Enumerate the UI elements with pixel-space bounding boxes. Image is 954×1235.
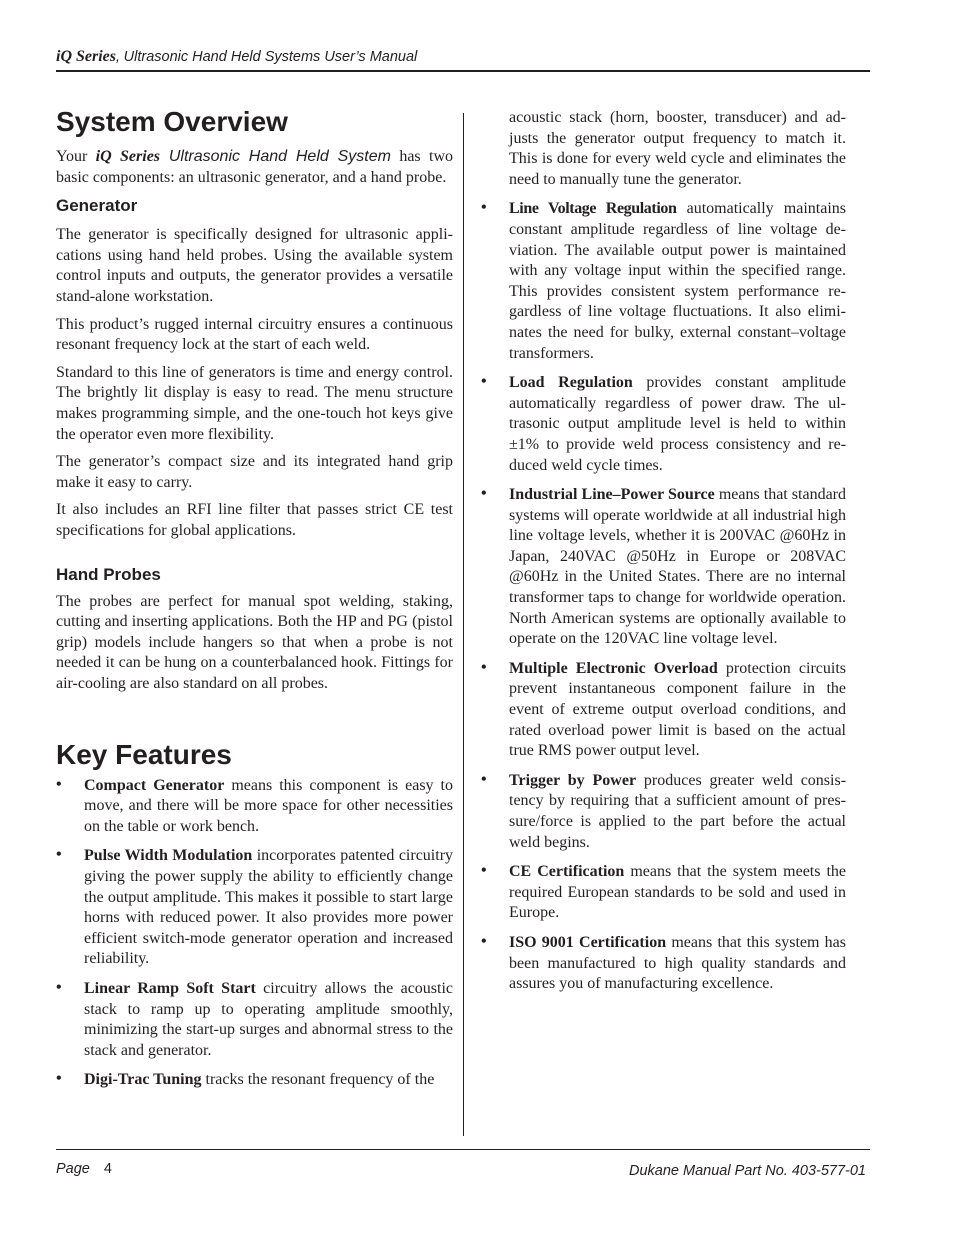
- feature-text: produces greater weld consistency by requiring that a sufficient amount of pressure/force is applied to the part before the actual weld begins.: [509, 771, 847, 851]
- intro-system: Ultrasonic Hand Held System: [168, 148, 391, 165]
- feature-digi-trac-tuning: [56, 1070, 453, 1091]
- generator-heading: Generator: [56, 196, 138, 216]
- running-header: [56, 48, 417, 66]
- feature-term: Linear Ramp Soft Start: [84, 980, 256, 997]
- system-overview-heading: System Overview: [56, 106, 288, 137]
- feature-term: Line Voltage Regulation: [509, 200, 677, 218]
- feature-text: incorporates patented circuitry giving the power supply the ability to efficiently change the output amplitude. This makes it possible to start large horns with reduced power. It also provides more power efficient switch-mode generator operation and increased reliability.: [84, 847, 454, 968]
- feature-term: CE Certification: [509, 863, 625, 881]
- generator-paragraph-2: This product’s rugged internal circuitry ensures a continuous resonant frequency lock at the start of each weld.: [56, 315, 453, 354]
- feature-ce-certification: [481, 862, 846, 924]
- feature-term: Trigger by Power: [509, 771, 637, 789]
- hand-probes-heading: Hand Probes: [56, 564, 161, 584]
- bullet-icon: •: [481, 658, 487, 676]
- feature-term: Multiple Electronic Overload: [509, 659, 718, 677]
- hand-probes-paragraph: The probes are perfect for manual spot welding, staking, cutting and inserting applications. Both the HP and PG (pistol grip) models include hangers so that when a probe is not needed it can be hung on a counterbalanced hook. Fittings for air-cooling are also standard on all probes.: [56, 592, 453, 693]
- header-title: Ultrasonic Hand Held Systems User’s Manual: [123, 49, 418, 65]
- feature-text: provides constant amplitude automatically regardless of power draw. The ultrasonic output amplitude level is held to within ±1% to provide weld process consistency and reduced weld cycle times.: [509, 374, 846, 474]
- right-column: [481, 108, 846, 995]
- feature-trigger-by-power: [481, 771, 846, 853]
- feature-linear-ramp-soft-start: [56, 979, 453, 1061]
- feature-term: Load Regulation: [509, 374, 633, 392]
- bullet-icon: •: [481, 373, 487, 391]
- footer-rule: [56, 1149, 870, 1150]
- generator-paragraph-4: The generator’s compact size and its integrated hand grip make it easy to carry.: [56, 453, 453, 491]
- feature-text: means that the system meets the required European standards to be sold and used in Europe.: [509, 863, 847, 922]
- feature-text: means this component is easy to move, and there will be more space for other necessities on the table or work bench.: [84, 776, 454, 835]
- feature-text: circuitry allows the acoustic stack to ramp up to operating amplitude smoothly, minimizing the start-up surges and abnormal stress to the stack and generator.: [84, 980, 454, 1059]
- feature-multiple-electronic-overload: [481, 659, 846, 762]
- intro-prefix: Your: [56, 148, 88, 165]
- feature-industrial-line-power-source: [481, 485, 846, 650]
- feature-term: ISO 9001 Certification: [509, 933, 667, 951]
- bullet-icon: •: [481, 862, 487, 880]
- feature-text: protection circuits prevent instantaneous component failure in the event of extreme output overload conditions, and rated overload power limit is based on the actual true RMS power output level.: [509, 659, 846, 760]
- feature-text: automatically maintains constant amplitude regardless of line voltage deviation. The available output power is maintained with any voltage input within the specified range. This provides consistent system performance regardless of line voltage fluctuations. It also eliminates the need for bulky, external constant–voltage transformers.: [509, 200, 846, 362]
- key-features-heading: Key Features: [56, 738, 232, 770]
- digi-trac-continuation: acoustic stack (horn, booster, transducer) and adjusts the generator output frequency to match it. This is done for every weld cycle and eliminates the need to manually tune the generator.: [509, 109, 846, 188]
- overview-intro: [56, 147, 453, 188]
- bullet-icon: •: [56, 1070, 62, 1088]
- feature-term: Industrial Line–Power Source: [509, 486, 715, 504]
- generator-paragraph-5: It also includes an RFI line filter that passes strict CE test specifications for global applications.: [56, 501, 453, 539]
- page-label: Page: [56, 1161, 90, 1177]
- page-number-label: [56, 1161, 112, 1177]
- bullet-icon: •: [56, 775, 62, 793]
- feature-compact-generator: [56, 776, 453, 838]
- feature-load-regulation: [481, 373, 846, 476]
- bullet-icon: •: [481, 932, 487, 950]
- header-rule: [56, 70, 870, 72]
- header-separator: ,: [116, 49, 121, 65]
- feature-term: Compact Generator: [84, 776, 225, 794]
- bullet-icon: •: [56, 846, 62, 864]
- feature-text: means that standard systems will operate worldwide at all industrial high line voltage levels, whether it is 200VAC @60Hz in Japan, 240VAC @50Hz in Europe or 208VAC @60Hz in the United States. There are no internal transformer taps to change for worldwide operation. North American systems are optionally available to operate on the 120VAC line voltage level.: [509, 486, 847, 648]
- feature-term: Digi-Trac Tuning: [84, 1071, 202, 1089]
- bullet-icon: •: [56, 979, 62, 996]
- manual-part-number: Dukane Manual Part No. 403-577-01: [629, 1163, 866, 1179]
- column-divider: [463, 113, 464, 1136]
- feature-text: tracks the resonant frequency of the: [205, 1071, 435, 1089]
- generator-paragraph-3: Standard to this line of generators is time and energy control. The brightly lit display is easy to read. The menu structure makes programming simple, and the one-touch hot keys give the operator even more flexibility.: [56, 363, 453, 443]
- feature-text: means that this system has been manufactured to high quality standards and assures you of manufacturing excellence.: [509, 933, 847, 993]
- feature-term: Pulse Width Modulation: [84, 847, 253, 865]
- feature-pulse-width-modulation: [56, 846, 453, 970]
- page-number: 4: [103, 1161, 112, 1177]
- generator-paragraph-1: The generator is specifically designed for ultrasonic applications using hand held probes. Using the available system control inputs and outputs, the generator provides a versatile stand-alone workstation.: [56, 226, 453, 306]
- left-column: [56, 104, 453, 1091]
- bullet-icon: •: [481, 485, 487, 503]
- feature-iso-9001-certification: [481, 933, 846, 995]
- feature-line-voltage-regulation: [481, 199, 846, 364]
- bullet-icon: •: [481, 199, 487, 217]
- intro-brand: iQ Series: [95, 148, 161, 165]
- intro-suffix: has two basic components: an ultrasonic generator, and a hand probe.: [56, 148, 454, 186]
- bullet-icon: •: [481, 770, 487, 788]
- header-brand: iQ Series: [56, 48, 116, 65]
